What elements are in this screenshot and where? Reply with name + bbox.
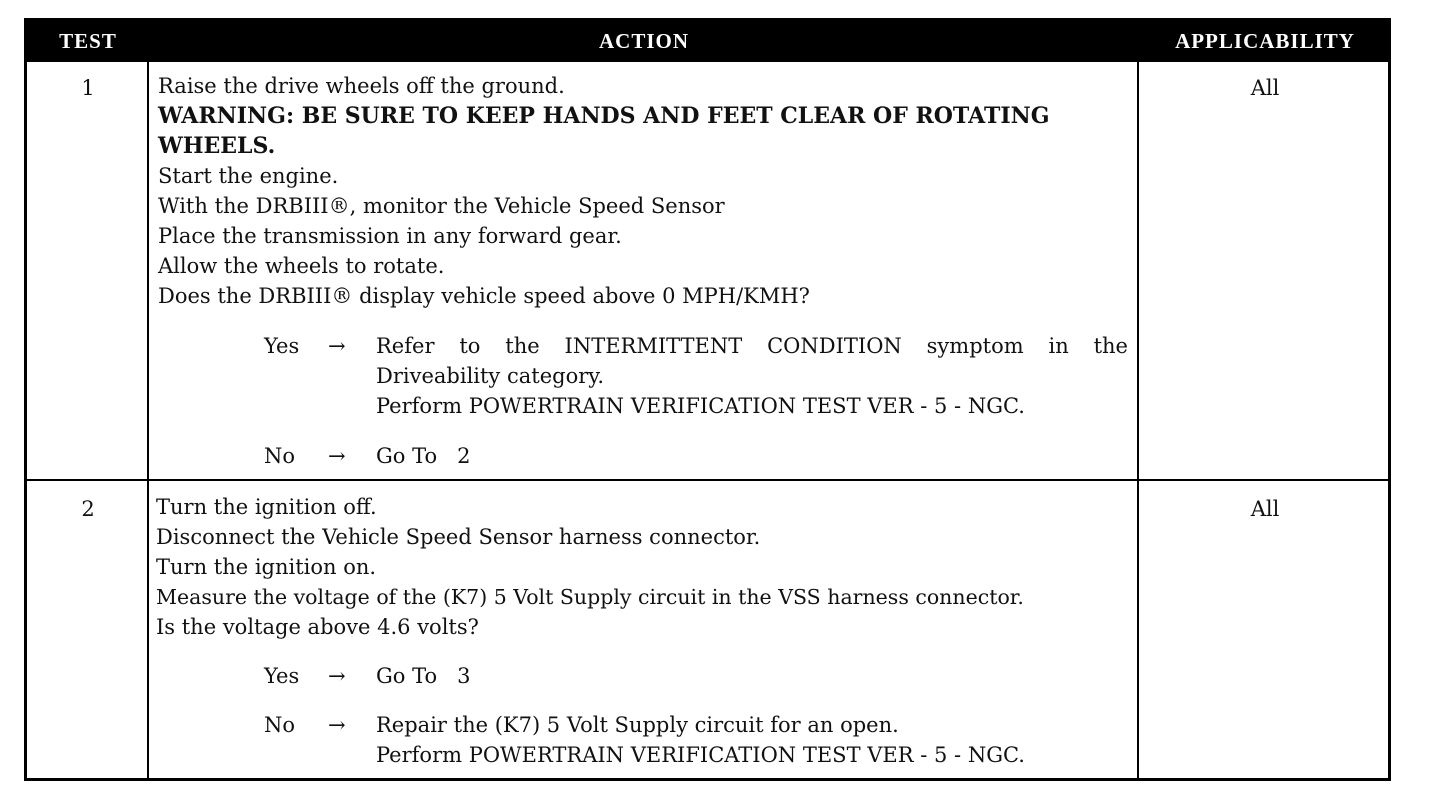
column-divider: [147, 62, 149, 778]
warning-line: WARNING: BE SURE TO KEEP HANDS AND FEET CLEAR OF ROTATING: [158, 103, 1050, 129]
table-header: [27, 21, 1388, 62]
arrow-icon: →: [328, 713, 346, 737]
response-text: Refer to the INTERMITTENT CONDITION symptom in the: [376, 334, 1128, 358]
step-line: Raise the drive wheels off the ground.: [158, 74, 565, 98]
step-line: With the DRBIII®, monitor the Vehicle Speed Sensor: [158, 194, 725, 218]
row-divider: [27, 479, 1388, 481]
response-text: Go To 3: [376, 664, 471, 688]
step-line: Start the engine.: [158, 164, 339, 188]
yes-label: Yes: [264, 334, 300, 358]
applicability-value: All: [1250, 497, 1280, 521]
response-text: Driveability category.: [376, 364, 604, 388]
header-test: TEST: [59, 29, 117, 53]
response-text: Perform POWERTRAIN VERIFICATION TEST VER - 5 - NGC.: [376, 743, 1025, 767]
arrow-icon: →: [328, 664, 346, 688]
yes-label: Yes: [264, 664, 300, 688]
column-divider: [1137, 62, 1139, 778]
no-label: No: [264, 713, 296, 737]
arrow-icon: →: [328, 334, 346, 358]
no-response: [264, 441, 1134, 471]
step-line: Measure the voltage of the (K7) 5 Volt Supply circuit in the VSS harness connector.: [156, 585, 1024, 609]
step-line: Does the DRBIII® display vehicle speed above 0 MPH/KMH?: [158, 284, 810, 308]
yes-response: [264, 661, 1134, 691]
step-line: Is the voltage above 4.6 volts?: [156, 615, 479, 639]
arrow-icon: →: [328, 444, 346, 468]
header-applicability: APPLICABILITY: [1175, 29, 1355, 53]
response-line: [376, 331, 1128, 361]
test-number: 1: [81, 76, 95, 100]
step-line: Turn the ignition off.: [156, 495, 377, 519]
step-line: Place the transmission in any forward gear.: [158, 224, 622, 248]
action-steps: [158, 71, 1050, 311]
response-text: Repair the (K7) 5 Volt Supply circuit for an open.: [376, 713, 899, 737]
response-text: Perform POWERTRAIN VERIFICATION TEST VER - 5 - NGC.: [376, 394, 1025, 418]
applicability-value: All: [1250, 76, 1280, 100]
step-line: Allow the wheels to rotate.: [158, 254, 445, 278]
warning-line: WHEELS.: [158, 133, 276, 159]
yes-response: [264, 331, 1134, 421]
step-line: Turn the ignition on.: [156, 555, 377, 579]
response-text: Go To 2: [376, 444, 471, 468]
action-steps: [156, 492, 1024, 642]
no-label: No: [264, 444, 296, 468]
diagnostic-test-table: [24, 18, 1391, 781]
test-number: 2: [81, 497, 95, 521]
header-action: ACTION: [598, 29, 689, 53]
no-response: [264, 710, 1134, 770]
step-line: Disconnect the Vehicle Speed Sensor harness connector.: [156, 525, 761, 549]
